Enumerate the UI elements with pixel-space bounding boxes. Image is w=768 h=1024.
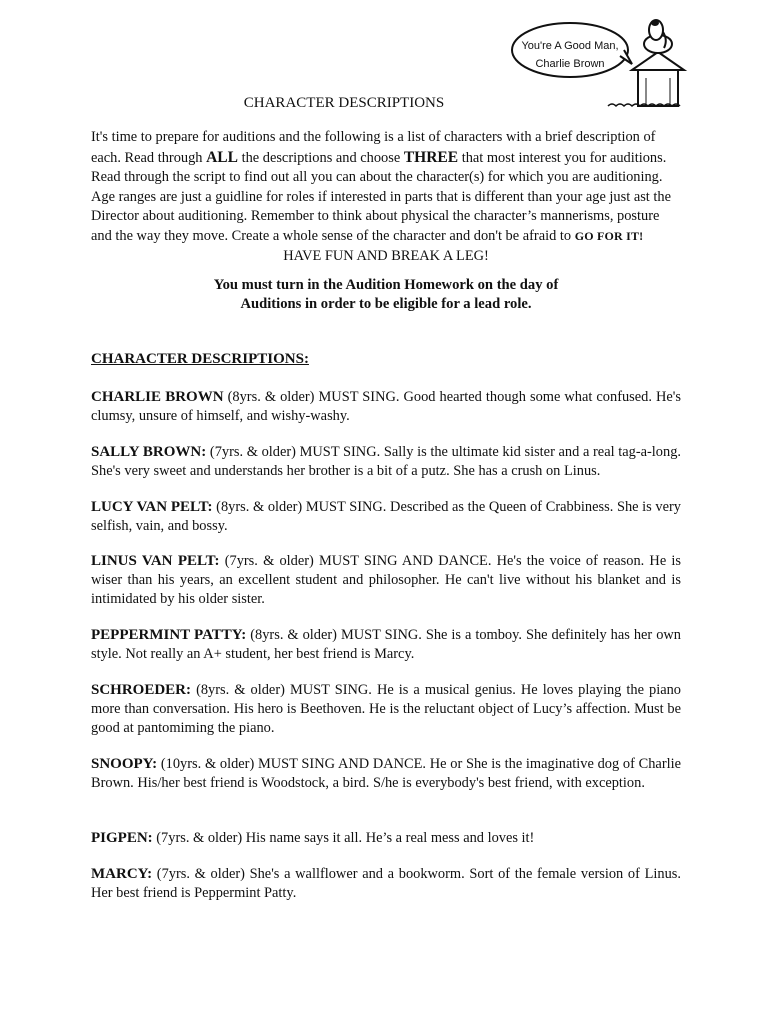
intro-emphasis-three: THREE [403, 148, 459, 166]
intro-text-1: It's time to prepare for auditions and the following is a list of characters with a brief description of each. Read through [91, 129, 656, 166]
intro-text-3: that most interest you for auditions. Read through the script to find out all you can about the character(s) for which you are auditioning. Age ranges are just a guidline for roles if interested in parts that is different than your age just ast the Director about auditioning. Remember to think about physical the character’s mannerisms, posture and the way they move. Create a whole sense of the character and don't be afraid to [91, 149, 671, 244]
character-description: (8yrs. & older) MUST SING. He is a musical genius. He loves playing the piano more than conversation. His hero is Beethoven. He is the reluctant object of Lucy’s affection. Must be good at pantomiming the piano. [91, 682, 681, 737]
character-name: PEPPERMINT PATTY: [91, 627, 247, 643]
character-sally-brown [91, 443, 681, 481]
intro-emphasis-all: ALL [206, 148, 238, 166]
character-schroeder [91, 681, 681, 739]
character-lucy-van-pelt [91, 498, 681, 536]
logo-text [516, 37, 624, 73]
character-description: (8yrs. & older) MUST SING. Described as the Queen of Crabbiness. She is very selfish, vain, and bossy. [91, 499, 682, 535]
character-description: (7yrs. & older) She's a wallflower and a bookworm. Sort of the female version of Linus. Her best friend is Peppermint Patty. [91, 866, 681, 902]
intro-go-for-it: GO FOR IT! [574, 228, 644, 243]
character-description: (7yrs. & older) MUST SING. Sally is the ultimate kid sister and a real tag-a-long. She's very sweet and understands her brother is a bit of a putz. She has a crush on Linus. [91, 444, 681, 480]
character-snoopy [91, 755, 681, 793]
character-description: (8yrs. & older) MUST SING. Good hearted though some what confused. He's clumsy, unsure of himself, and wishy-washy. [91, 389, 681, 425]
notice-line-2: Auditions in order to be eligible for a lead role. [240, 296, 532, 312]
character-name: LUCY VAN PELT: [91, 499, 213, 515]
character-name: SNOOPY: [91, 756, 158, 772]
character-description: (10yrs. & older) MUST SING AND DANCE. He or She is the imaginative dog of Charlie Brown. His/her best friend is Woodstock, a bird. S/he is everybody's best friend, with exception. [91, 756, 681, 792]
character-name: PIGPEN: [91, 830, 153, 846]
character-name: LINUS VAN PELT: [91, 553, 220, 569]
character-name: MARCY: [91, 866, 153, 882]
intro-text-2: the descriptions and choose [237, 149, 404, 166]
intro-paragraph [91, 128, 681, 266]
character-description: (8yrs. & older) MUST SING. She is a tomboy. She definitely has her own style. Not really an A+ student, her best friend is Marcy. [91, 627, 681, 663]
section-heading: CHARACTER DESCRIPTIONS: [91, 351, 309, 367]
character-name: CHARLIE BROWN [91, 389, 224, 405]
notice-line-1: You must turn in the Audition Homework on the day of [213, 277, 559, 293]
character-pigpen [91, 829, 681, 848]
character-marcy [91, 865, 681, 903]
character-charlie-brown [91, 388, 681, 426]
document-title: CHARACTER DESCRIPTIONS [243, 95, 445, 111]
audition-notice [91, 276, 681, 314]
character-description: (7yrs. & older) MUST SING AND DANCE. He's the voice of reason. He is wiser than his years, an excellent student and philosopher. He can't live without his blanket and is intimidated by his older sister. [91, 553, 681, 608]
character-linus-van-pelt [91, 552, 681, 610]
character-description: (7yrs. & older) His name says it all. He’s a real mess and loves it! [152, 830, 535, 846]
character-peppermint-patty [91, 626, 681, 664]
character-name: SCHROEDER: [91, 682, 192, 698]
logo-line-2: Charlie Brown [535, 58, 605, 70]
intro-have-fun: HAVE FUN AND BREAK A LEG! [283, 247, 489, 264]
character-name: SALLY BROWN: [91, 444, 207, 460]
logo-line-1: You're A Good Man, [521, 40, 619, 52]
